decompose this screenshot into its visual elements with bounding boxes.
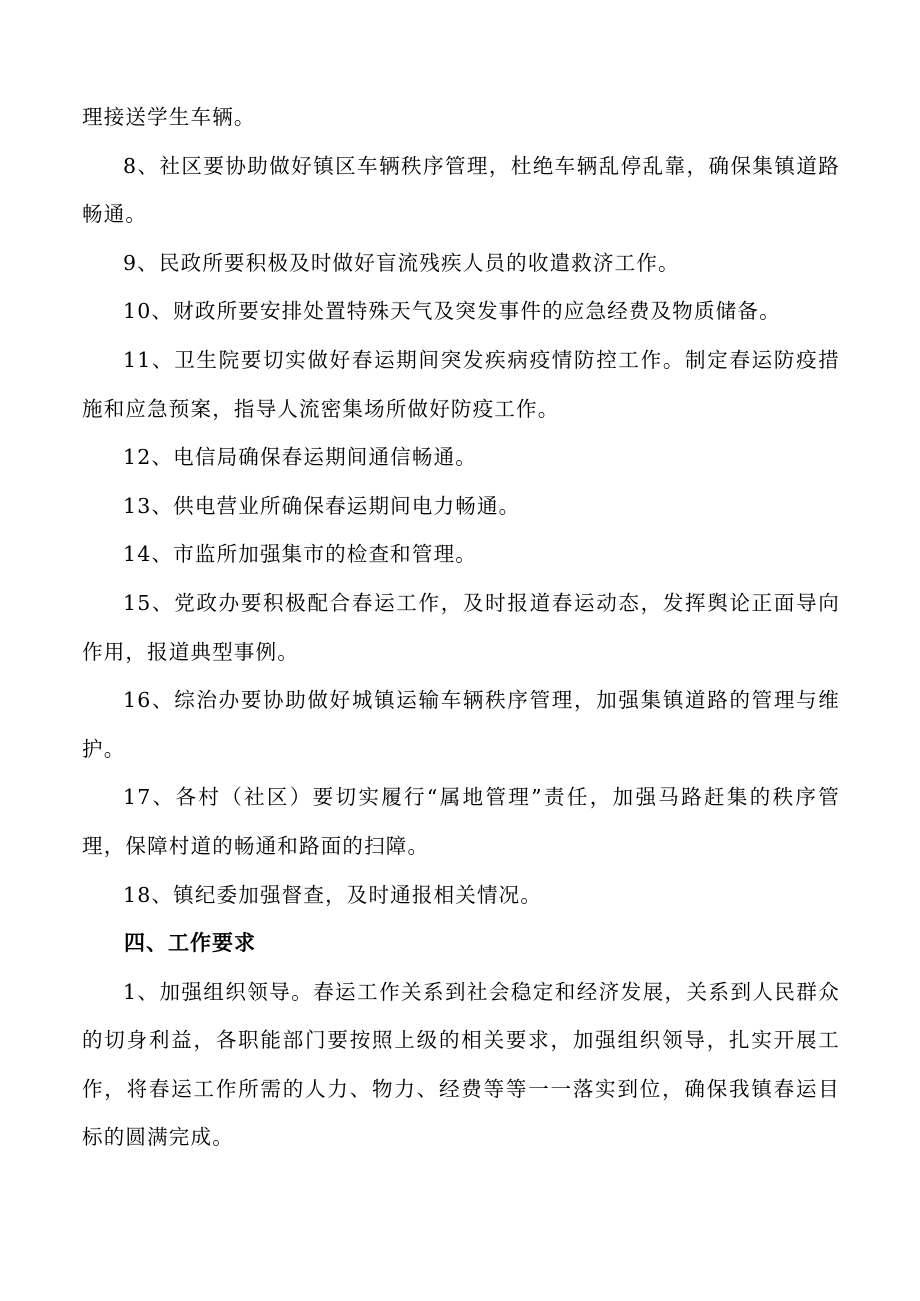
paragraph-continuation: 理接送学生车辆。	[82, 105, 256, 129]
paragraph-item-9: 9、民政所要积极及时做好盲流残疾人员的收遣救济工作。	[123, 250, 680, 275]
section-heading: 四、工作要求	[124, 931, 256, 956]
paragraph-item-12: 12、电信局确保春运期间通信畅通。	[123, 445, 477, 470]
paragraph-item-11: 11、卫生院要切实做好春运期间突发疾病疫情防控工作。制定春运防疫措施和应急预案，指导人流密集场所做好防疫工作。	[82, 347, 840, 421]
paragraph-item-14: 14、市监所加强集市的检查和管理。	[123, 542, 477, 567]
paragraph-item-10: 10、财政所要安排处置特殊天气及突发事件的应急经费及物质储备。	[123, 299, 781, 324]
paragraph-item-18: 18、镇纪委加强督查，及时通报相关情况。	[123, 882, 543, 907]
paragraph-requirement-1: 1、加强组织领导。春运工作关系到社会稳定和经济发展，关系到人民群众的切身利益，各职能部门要按照上级的相关要求，加强组织领导，扎实开展工作，将春运工作所需的人力、物力、经费等等一一落实到位，确保我镇春运目标的圆满完成。	[82, 979, 840, 1150]
paragraph-item-15: 15、党政办要积极配合春运工作，及时报道春运动态，发挥舆论正面导向作用，报道典型事例。	[82, 590, 840, 664]
paragraph-item-13: 13、供电营业所确保春运期间电力畅通。	[123, 493, 521, 518]
paragraph-item-8: 8、社区要协助做好镇区车辆秩序管理，杜绝车辆乱停乱靠，确保集镇道路畅通。	[82, 153, 840, 227]
document-page	[82, 93, 840, 1162]
paragraph-item-16: 16、综治办要协助做好城镇运输车辆秩序管理，加强集镇道路的管理与维护。	[82, 688, 840, 761]
paragraph-item-17: 17、各村（社区）要切实履行“属地管理”责任，加强马路赶集的秩序管理，保障村道的畅通和路面的扫障。	[82, 785, 840, 858]
